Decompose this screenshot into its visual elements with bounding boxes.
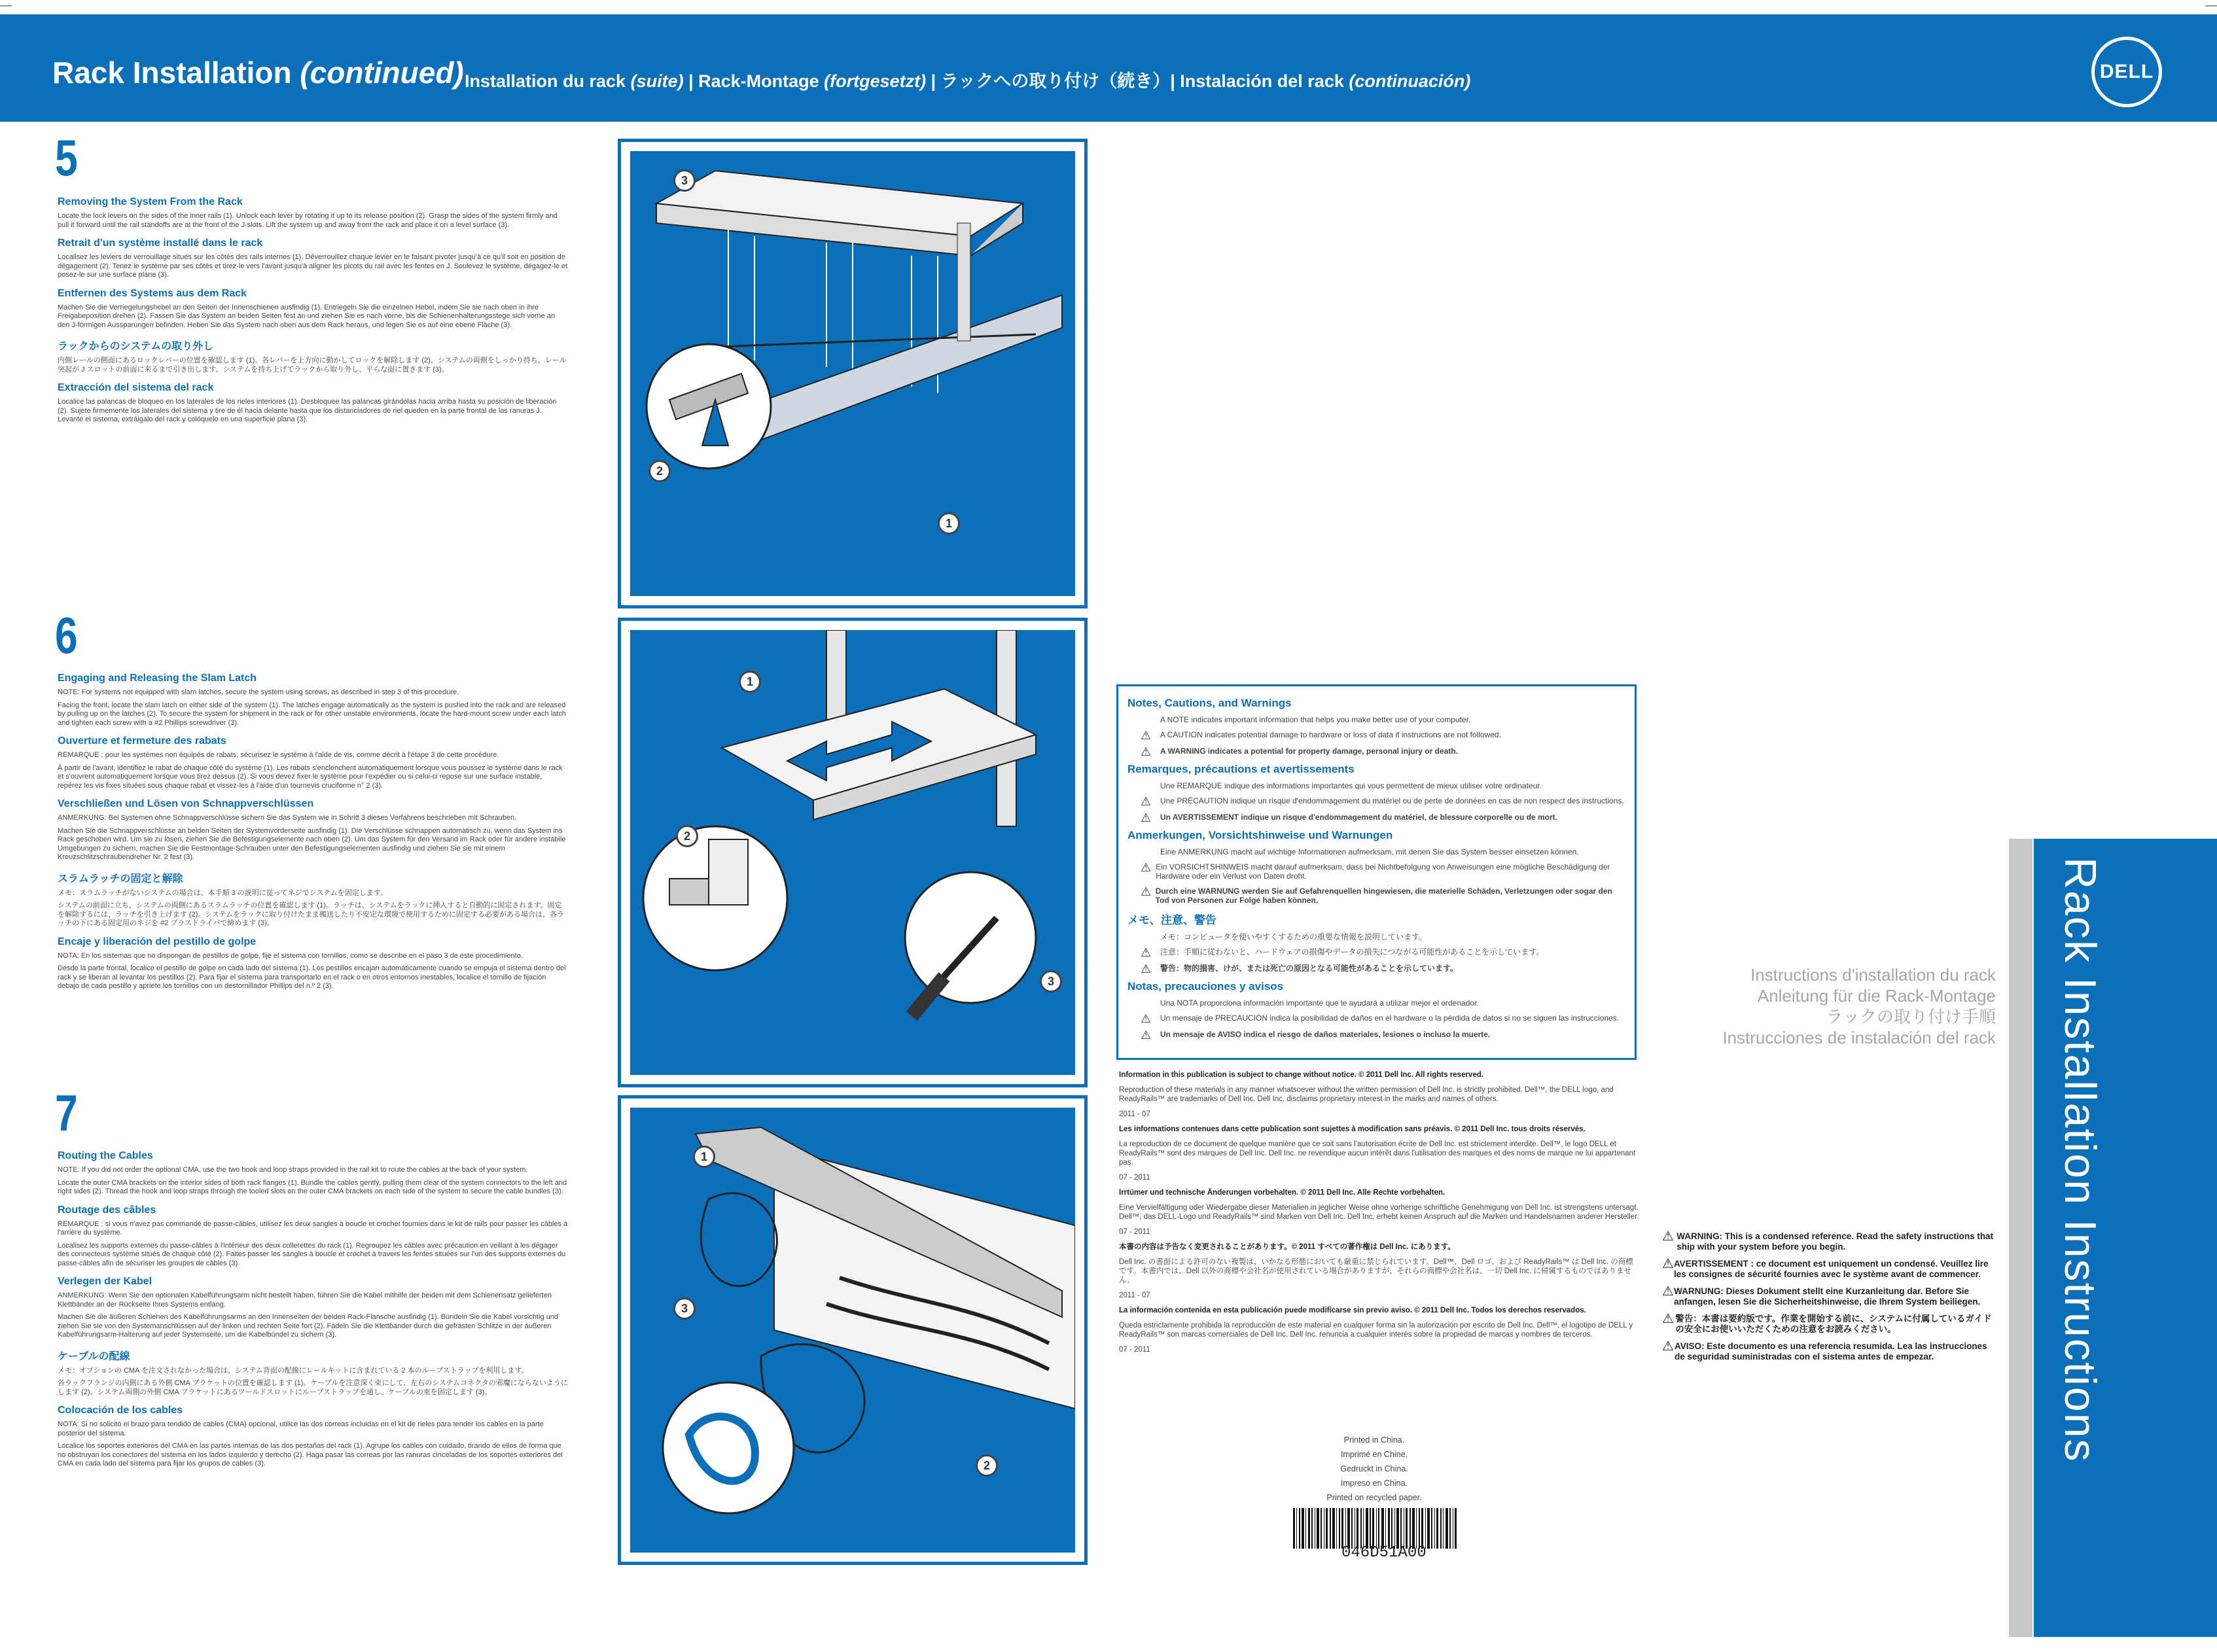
section-body: À partir de l'avant, identifiez le rabat de chaque côté du système (1). Les rabats s'enclenchent automatiquement lorsque vous poussez le système dans le rack et s'ouvrent automatiquement lorsque vous tirez dessus (2). Si vous devez fixer le système pour l'expédier ou si celui-ci repose sur une surface instable, repérez les vis fixes situées sous chaque rabat et vissez-les à l'aide d'un tournevis cruciforme n° 2 (3). (58, 764, 563, 790)
section-body: システムの前面に立ち、システムの両側にあるスラムラッチの位置を確認します (1)。ラッチは、システムをラックに挿入すると自動的に固定されます。固定を解除するには、ラッチを引き上げます (2)。システムをラックに取り付けたまま搬送したり不安定な環境で使用するために固定する必要がある場合は、各ラッチの下にある固定用のネジを #2 プラスドライバで締めます (3)。 (58, 902, 564, 927)
warning-item: ⚠ A WARNING indicates a potential for property damage, personal injury or death. (1141, 745, 1458, 758)
section-body: 各ラックフランジの内側にある外側 CMA ブラケットの位置を確認します (1)。ケーブルを注意深く束にして、左右のシステムコネクタの邪魔にならないようにします (2)。システム両側の外側 CMA ブラケットにあるツールドスロットにループストラップを通し、ケーブルの束を固定します (3)。 (58, 1379, 568, 1396)
warning-icon: ⚠ (1141, 745, 1152, 758)
notes-heading-en: Notes, Cautions, and Warnings (1127, 697, 1292, 709)
section-heading: ラックからのシステムの取り外し (58, 341, 214, 352)
callout-2: 2 (976, 1454, 998, 1477)
section-body: Localice los soportes exteriores del CMA en las partes internas de las dos pestañas del rack (1). Agrupe los cables con cuidado, tirando de ellos de forma que no obstruyan los conectores del sistema en los lados izquierdo y derecho (2). Haga pasar las correas por las ranuras cinceladas de los soportes exteriores del CMA en cada lado del sistema para fijar los grupos de cables (3). (58, 1442, 563, 1467)
section-note: ANMERKUNG: Wenn Sie den optionalen Kabelführungsarm nicht bestellt haben, führen Sie die Kabel mithilfe der beiden mit dem Schienensatz gelieferten Klettbänder an der Rückseite Ihres Systems entlang. (58, 1292, 552, 1309)
note-item: Una NOTA proporciona información importante que le ayudará a utilizar mejor el ordenador. (1160, 998, 1479, 1008)
callout-3: 3 (673, 1297, 696, 1320)
step-7-text (58, 1142, 568, 1473)
section-note: NOTE: If you did not order the optional CMA, use the two hook and loop straps provided in the rail kit to route the cables at the back of your system. (58, 1166, 528, 1174)
step-5-illustration (618, 139, 1088, 608)
warning-icon: ⚠ (1662, 1339, 1674, 1354)
notes-heading-fr: Remarques, précautions et avertissements (1127, 763, 1355, 775)
section-heading: スラムラッチの固定と解除 (58, 873, 183, 885)
callout-3: 3 (673, 169, 696, 192)
warning-icon: ⚠ (1141, 885, 1152, 898)
section-body: Machen Sie die äußeren Schienen des Kabelführungsarms an den Innenseiten der beiden Rack-Flansche ausfindig (1). Bündeln Sie die Kabel vorsichtig und ziehen Sie sie von den Systemanschlüssen auf der linken und rechten Seite fort (2). Fädeln Sie die Klettbänder durch die gefrästen Schlitze in der äußeren Kabelführungsarm-Halterung auf jeder Systemseite, um die Kabelbündel zu sichern (3). (58, 1313, 558, 1339)
section-heading: Engaging and Releasing the Slam Latch (58, 673, 257, 684)
cover-subtitles: Instructions d'installation du rack Anleitung für die Rack-Montage ラックの取り付け手順 Instrucciones de instalación del rack (1722, 965, 1996, 1047)
section-heading: Retrait d'un système installé dans le rack (58, 237, 263, 249)
section-note: メモ：オプションの CMA を注文されなかった場合は、システム背面の配線にレールキットに含まれている 2 本のループストラップを利用します。 (58, 1366, 529, 1375)
section-heading: Encaje y liberación del pestillo de golpe (58, 936, 257, 947)
section-body: Locate the outer CMA brackets on the interior sides of both rack flanges (1). Bundle the cables gently, pulling them clear of the system connectors to the left and right sides (2). Thread the hook and loop straps through the tooled slots on the outer CMA brackets on each side of the system to secure the cable bundles (3). (58, 1178, 567, 1195)
barcode (1293, 1508, 1457, 1549)
cover-title: Rack Installation Instructions (2055, 857, 2105, 1463)
caution-item: ⚠ 注意：手順に従わないと、ハードウェアの損傷やデータの損失につながる可能性があることを示しています。 (1141, 946, 1544, 959)
printed-in-china: Printed in China. Imprimé en Chine. Gedruckt in China. Impreso en China. Printed on recycled paper. (1326, 1435, 1422, 1502)
step-6-number: 6 (55, 606, 78, 664)
callout-3: 3 (1040, 970, 1062, 993)
section-note: REMARQUE : si vous n'avez pas commandé de passe-câbles, utilisez les deux sangles à boucle et crochet fournies dans le kit de rails pour passer les câbles à l'arrière du système. (58, 1220, 568, 1237)
warning-item: ⚠ 警告：物的損害、けが、または死亡の原因となる可能性があることを示しています。 (1141, 962, 1459, 975)
barcode-number: 046D51A00 (1341, 1544, 1427, 1562)
crop-mark (0, 5, 12, 7)
notes-heading-ja: メモ、注意、警告 (1127, 914, 1216, 926)
notes-heading-es: Notas, precauciones y avisos (1127, 980, 1284, 993)
warning-icon: ⚠ (1141, 1028, 1152, 1042)
caution-icon: ⚠ (1141, 729, 1152, 742)
caution-icon: ⚠ (1141, 861, 1152, 874)
section-heading: Verschließen und Lösen von Schnappverschlüssen (58, 798, 314, 809)
note-item: メモ：コンピュータを使いやすくするための重要な情報を説明しています。 (1160, 932, 1427, 941)
section-heading: Colocación de los cables (58, 1405, 183, 1416)
warning-icon: ⚠ (1662, 1312, 1674, 1326)
section-heading: ケーブルの配線 (58, 1350, 130, 1362)
page-subtitle: Installation du rack (suite) | Rack-Montage (fortgesetzt) | ラックへの取り付け（続き）| Instalación del rack (continuación) (465, 71, 1471, 91)
warning-icon: ⚠ (1662, 1257, 1674, 1271)
safety-warnings: ⚠ WARNING: This is a condensed reference. Read the safety instructions that ship with your system before you begin. ⚠ AVERTISSEMENT : ce document est uniquement un condensé. Veuillez lire les consignes de sécurité fournies avec le système avant de commencer. ⚠ WARNUNG: Dieses Dokument stellt eine Kurzanleitung dar. Before Sie anfangen, lesen Sie die Sicherheitshinweise, die Ihrem System beiliegen. ⚠ 警告：本書は要約版です。作業を開始する前に、システムに付属しているガイドの安全にお使いいただくための注意をお読みください。 ⚠ AVISO: Este documento es una referencia resumida. Lea las instrucciones de seguridad suministradas con el sistema antes de empezar. (1662, 1229, 1994, 1362)
warning-item: ⚠ Durch eine WARNUNG werden Sie auf Gefahrenquellen hingewiesen, die materielle Schäden, Verletzungen oder sogar den Tod von Personen zur Folge haben können. (1141, 885, 1612, 905)
crop-mark (2205, 5, 2217, 7)
step-7-illustration (618, 1095, 1088, 1565)
warning-icon: ⚠ (1662, 1284, 1674, 1299)
section-body: Localisez les supports externes du passe-câbles à l'intérieur des deux collerettes du rack (1). Regroupez les câbles avec précaution en veillant à les dégager des connecteurs système situés de chaque côté (2). Faites passer les sangles à boucle et crochet à travers les fentes situées sur l'un des supports externes du passe-câbles afin de sécuriser les groupes de câbles (3). (58, 1241, 566, 1267)
section-heading: Extracción del sistema del rack (58, 382, 214, 393)
warning-item: ⚠ Un mensaje de AVISO indica el riesgo de daños materiales, lesiones o incluso la muerte. (1141, 1028, 1491, 1042)
caution-item: ⚠ Ein VORSICHTSHINWEIS macht darauf aufmerksam, dass bei Nichtbefolgung von Anweisungen eine mögliche Beschädigung der Hardware oder ein Verlust von Daten droht. (1141, 861, 1610, 881)
step-5-text (58, 188, 568, 429)
step-7-number: 7 (55, 1084, 78, 1142)
note-item: Une REMARQUE indique des informations importantes qui vous permettent de mieux utiliser votre ordinateur. (1160, 781, 1542, 790)
caution-item: ⚠ Un mensaje de PRECAUCIÓN indica la posibilidad de daños en el hardware o la pérdida de datos si no se siguen las instrucciones. (1141, 1012, 1620, 1025)
step-5-number: 5 (55, 129, 78, 186)
section-heading: Entfernen des Systems aus dem Rack (58, 287, 247, 299)
callout-1: 1 (938, 512, 960, 535)
section-heading: Ouverture et fermeture des rabats (58, 735, 226, 747)
section-heading: Verlegen der Kabel (58, 1276, 152, 1287)
rack-removal-drawing (630, 151, 1075, 596)
warning-item: ⚠ Un AVERTISSEMENT indique un risque d'endommagement du matériel, de blessure corporelle ou de mort. (1141, 811, 1557, 824)
section-note: REMARQUE : pour les systèmes non équipés de rabats, sécurisez le système à l'aide de vis, comme décrit à l'étape 3 de cette procédure. (58, 751, 499, 759)
section-body: Desde la parte frontal, localice el pestillo de golpe en cada lado del sistema (1). Los pestillos encajan automáticamente cuando se empuja el sistema dentro del rack y se liberan al levantar los pestillos (2). Para fijar el sistema para transportarlo en el rack o en otros entornos inestables, localice el tornillo de fijación debajo de cada pestillo y apriete los tornillos con un destornillador Phillips del n.º 2 (3). (58, 964, 566, 990)
warning-icon: ⚠ (1141, 962, 1152, 975)
section-note: NOTA: Si no solicitó el brazo para tendido de cables (CMA) opcional, utilice las dos correas incluidas en el kit de rieles para tender los cables en la parte posterior del sistema. (58, 1420, 544, 1437)
section-heading: Routing the Cables (58, 1150, 153, 1161)
callout-2: 2 (648, 460, 671, 482)
caution-icon: ⚠ (1141, 946, 1152, 959)
callout-2: 2 (676, 825, 698, 847)
section-heading: Removing the System From the Rack (58, 196, 243, 207)
page-title: Rack Installation (continued) (52, 56, 464, 90)
legal-notices: Information in this publication is subject to change without notice. © 2011 Dell Inc. All rights reserved. Reproduction of these materials in any manner whatsoever without the written permission of Dell Inc. is strictly prohibited. Dell™, the DELL logo, and ReadyRails™ are trademarks of Dell Inc. Dell Inc. disclaims proprietary interest in the marks and names of others. 2011 - 07 Les informations contenues dans cette publication sont sujettes à modification sans préavis. © 2011 Dell Inc. tous droits réservés. La reproduction de ce document de quelque manière que ce soit sans l'autorisation écrite de Dell Inc. est strictement interdite. Dell™, le logo DELL et ReadyRails™ sont des marques de Dell Inc. Dell Inc. ne revendique aucun intérêt dans l'utilisation des marques et des noms de marque ne lui appartenant pas. 07 - 2011 Irrtümer und technische Änderungen vorbehalten. © 2011 Dell Inc. Alle Rechte vorbehalten. Eine Vervielfältigung oder Wiedergabe dieser Materialien in jeglicher Weise ohne vorherige schriftliche Genehmigung von Dell Inc. ist strengstens untersagt. Dell™, das DELL-Logo und ReadyRails™ sind Marken von Dell Inc. Dell Inc. erhebt keinen Anspruch auf die Marken und Handelsnamen anderer Hersteller. 07 - 2011 本書の内容は予告なく変更されることがあります。© 2011 すべての著作権は Dell Inc. にあります。 Dell Inc. の書面による許可のない複製は、いかなる形態においても厳重に禁じられています。Dell™、Dell ロゴ、および ReadyRails™ は Dell Inc. の商標です。本書内では、Dell 以外の商標や会社名が使用されている場合がありますが、それらの商標や会社名は、一切 Dell Inc. に帰属するものではありません。 2011 - 07 La información contenida en esta publicación puede modificarse sin previo aviso. © 2011 Dell Inc. Todos los derechos reservados. Queda estrictamente prohibida la reproducción de este material en cualquier forma sin la autorización por escrito de Dell Inc. Dell™, el logotipo de DELL y ReadyRails™ son marcas comerciales de Dell Inc. Dell Inc. renuncia a cualquier interés sobre la propiedad de marcas y nombres de terceros. 07 - 2011 (1119, 1071, 1639, 1354)
note-item: A NOTE indicates important information that helps you make better use of your computer. (1160, 715, 1471, 724)
section-body: Machen Sie die Verriegelungshebel an den Seiten der Innenschienen ausfindig (1). Entriegeln Sie die einzelnen Hebel, indem Sie sie nach oben in ihre Freigabeposition drehen (2). Fassen Sie das System an beiden Seiten fest an und ziehen Sie es nach vorne, bis die Schienenhalterungsstege sich vorne an den J-förmigen Aussparungen befinden. Heben Sie das System nach oben aus dem Rack heraus, und legen Sie es auf eine ebene Fläche (3). (58, 303, 556, 329)
cable-routing-drawing (630, 1108, 1075, 1553)
caution-icon: ⚠ (1141, 1012, 1152, 1025)
callout-1: 1 (739, 671, 761, 693)
warning-icon: ⚠ (1662, 1229, 1674, 1244)
step-6-illustration (618, 618, 1088, 1087)
step-6-text (58, 665, 568, 995)
notes-cautions-warnings-box (1116, 684, 1637, 1060)
caution-icon: ⚠ (1141, 795, 1152, 808)
dell-logo: DELL (2091, 37, 2162, 107)
section-body: Machen Sie die Schnappverschlüsse an beiden Seiten der Systemvorderseite ausfindig (1). Die Verschlüsse schnappen automatisch zu, wenn das System ins Rack geschoben wird. Um sie zu lösen, ziehen Sie die Befestigungselemente nach oben (2). Um das System für den Versand im Rack oder für andere instabile Umgebungen zu sichern, machen Sie die Festmontage-Schrauben unter den Befestigungselementen ausfindig und ziehen Sie sie mit einem Kreuzschlitzschraubendreher Nr. 2 fest (3). (58, 826, 566, 861)
section-note: ANMERKUNG: Bei Systemen ohne Schnappverschlüsse sichern Sie das System wie in Schritt 3 dieses Verfahrens beschrieben mit Schrauben. (58, 814, 517, 822)
section-heading: Routage des câbles (58, 1204, 156, 1216)
section-body: Facing the front, locate the slam latch on either side of the system (1). The latches engage automatically as the system is pushed into the rack and are released by pulling up on the latches (2). To secure the system for shipment in the rack or for other unstable environments, locate the hard-mount screw under each latch and tighten each screw with a #2 Phillips screwdriver (3). (58, 701, 566, 727)
section-note: メモ：スラムラッチがないシステムの場合は、本手順 3 の説明に従ってネジでシステムを固定します。 (58, 888, 387, 897)
section-note: NOTA: En los sistemas que no dispongan de pestillos de golpe, fije el sistema con tornillos, como se describe en el paso 3 de este procedimiento. (58, 951, 523, 960)
notes-heading-de: Anmerkungen, Vorsichtshinweise und Warnungen (1127, 829, 1393, 841)
caution-item: ⚠ Une PRÉCAUTION indique un risque d'endommagement du matériel ou de perte de données en cas de non respect des instructions. (1141, 795, 1624, 808)
section-body: Localice las palancas de bloqueo en los laterales de los rieles interiores (1). Desbloquee las palancas girándolas hacia arriba hasta su posición de liberación (2). Sujete firmemente los laterales del sistema y tire de él hacia delante hasta que los distanciadores de riel queden en la parte frontal de las ranuras J. Levante el sistema, extráigalo del rack y colóquelo en una superficie plana (3). (58, 398, 557, 423)
section-body: 内側レールの側面にあるロックレバーの位置を確認します (1)。各レバーを上方向に動かしてロックを解除します (2)。システムの両側をしっかり持ち、レール突起が J スロットの前面に来るまで引き出します。システムを持ち上げてラックから取り外し、平らな面に置きます (3)。 (58, 357, 567, 374)
callout-1: 1 (693, 1146, 715, 1168)
slam-latch-drawing (630, 630, 1075, 1075)
warning-icon: ⚠ (1141, 811, 1152, 824)
section-body: Localisez les leviers de verrouillage situés sur les côtés des rails internes (1). Déverrouillez chaque levier en le faisant pivoter jusqu'à ce qu'il soit en position de dégagement (2). Tenez le système par ses côtés et tirez-le vers l'avant jusqu'à aligner les picots du rail avec les fentes en J. Soulevez le système, dégagez-le et posez-le sur une surface plane (3). (58, 253, 568, 279)
cover-stripe (2009, 839, 2032, 1637)
section-note: NOTE: For systems not equipped with slam latches, secure the system using screws, as described in step 3 of this procedure. (58, 688, 459, 696)
caution-item: ⚠ A CAUTION indicates potential damage to hardware or loss of data if instructions are not followed. (1141, 729, 1501, 742)
note-item: Eine ANMERKUNG macht auf wichtige Informationen aufmerksam, mit denen Sie das System besser einsetzen können. (1160, 847, 1579, 856)
section-body: Locate the lock levers on the sides of the inner rails (1). Unlock each lever by rotating it up to its release position (2). Grasp the sides of the system firmly and pull it forward until the rail standoffs are at the front of the J-slots. Lift the system up and away from the rack and place it on a level surface (3). (58, 212, 558, 229)
